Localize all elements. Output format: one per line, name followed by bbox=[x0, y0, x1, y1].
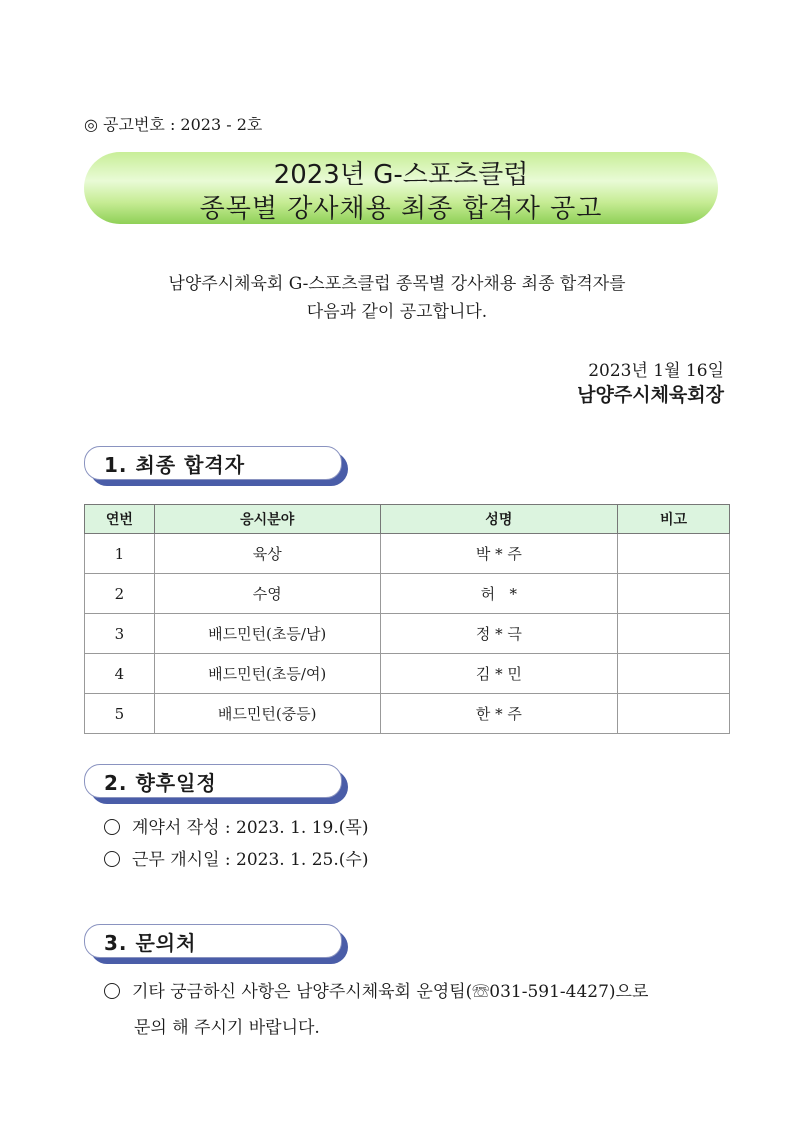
cell-field: 배드민턴(초등/남) bbox=[154, 614, 380, 654]
cell-field: 육상 bbox=[154, 534, 380, 574]
header-note: 비고 bbox=[618, 505, 730, 534]
list-item bbox=[104, 844, 368, 876]
section-title: 1. 최종 합격자 bbox=[104, 453, 246, 477]
cell-no: 1 bbox=[85, 534, 155, 574]
cell-note bbox=[618, 574, 730, 614]
section-header-final-results bbox=[84, 446, 346, 482]
header-field: 응시분야 bbox=[154, 505, 380, 534]
cell-name: 허 * bbox=[380, 574, 618, 614]
results-table bbox=[84, 504, 730, 734]
section-title: 3. 문의처 bbox=[104, 931, 197, 955]
list-item bbox=[104, 976, 648, 1008]
cell-name: 김 * 민 bbox=[380, 654, 618, 694]
contact-info bbox=[104, 976, 648, 1044]
cell-field: 배드민턴(중등) bbox=[154, 694, 380, 734]
section-header-contact bbox=[84, 924, 346, 960]
table-row bbox=[85, 574, 730, 614]
cell-name: 박 * 주 bbox=[380, 534, 618, 574]
header-no: 연번 bbox=[85, 505, 155, 534]
contact-line-2: 문의 해 주시기 바랍니다. bbox=[134, 1018, 320, 1038]
cell-field: 배드민턴(초등/여) bbox=[154, 654, 380, 694]
cell-name: 정 * 극 bbox=[380, 614, 618, 654]
schedule-list bbox=[104, 812, 368, 876]
cell-note bbox=[618, 534, 730, 574]
list-item bbox=[104, 812, 368, 844]
table-header-row bbox=[85, 505, 730, 534]
schedule-item-text: 계약서 작성 : 2023. 1. 19.(목) bbox=[132, 818, 369, 838]
schedule-item-text: 근무 개시일 : 2023. 1. 25.(수) bbox=[132, 850, 369, 870]
cell-note bbox=[618, 694, 730, 734]
table-row bbox=[85, 534, 730, 574]
cell-note bbox=[618, 654, 730, 694]
cell-no: 3 bbox=[85, 614, 155, 654]
circle-bullet-icon bbox=[104, 983, 120, 999]
cell-note bbox=[618, 614, 730, 654]
notice-number: ◎ 공고번호 : 2023 - 2호 bbox=[84, 115, 263, 134]
cell-no: 5 bbox=[85, 694, 155, 734]
title-line-1: 2023년 G-스포츠클럽 bbox=[273, 160, 529, 190]
issuer-name: 남양주시체육회장 bbox=[577, 384, 724, 406]
cell-no: 2 bbox=[85, 574, 155, 614]
title-banner bbox=[84, 152, 718, 224]
intro-line-2: 다음과 같이 공고합니다. bbox=[306, 302, 488, 322]
cell-name: 한 * 주 bbox=[380, 694, 618, 734]
circle-bullet-icon bbox=[104, 819, 120, 835]
intro-line-1: 남양주시체육회 G-스포츠클럽 종목별 강사채용 최종 합격자를 bbox=[168, 274, 626, 294]
intro-text bbox=[60, 270, 734, 326]
announcement-date: 2023년 1월 16일 bbox=[588, 361, 724, 381]
section-title: 2. 향후일정 bbox=[104, 771, 217, 795]
cell-field: 수영 bbox=[154, 574, 380, 614]
section-header-schedule bbox=[84, 764, 346, 800]
table-row bbox=[85, 614, 730, 654]
table-row bbox=[85, 694, 730, 734]
table-row bbox=[85, 654, 730, 694]
list-item-continuation bbox=[104, 1012, 648, 1044]
contact-line-1: 기타 궁금하신 사항은 남양주시체육회 운영팀(☏031-591-4427)으로 bbox=[132, 982, 649, 1002]
header-name: 성명 bbox=[380, 505, 618, 534]
title-line-2: 종목별 강사채용 최종 합격자 공고 bbox=[199, 194, 603, 224]
cell-no: 4 bbox=[85, 654, 155, 694]
circle-bullet-icon bbox=[104, 851, 120, 867]
